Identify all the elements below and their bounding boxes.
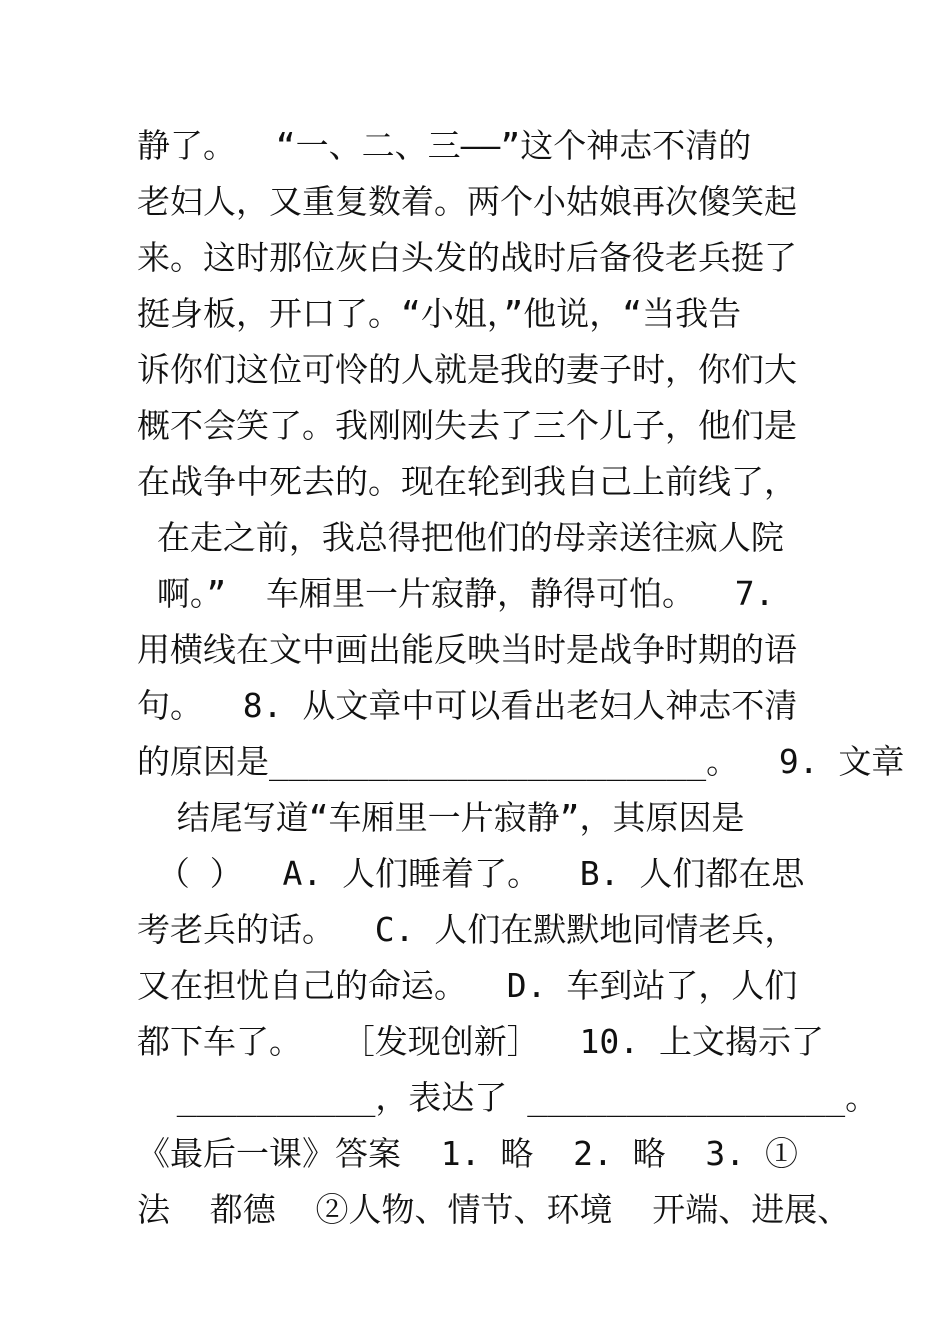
text-line: 句。 8. 从文章中可以看出老妇人神志不清 [137, 686, 798, 725]
text-line: 老妇人，又重复数着。两个小姑娘再次傻笑起 [137, 182, 797, 221]
text-line: 在战争中死去的。现在轮到我自己上前线了， [137, 462, 797, 501]
text-line: 《最后一课》答案 1. 略 2. 略 3. ① [137, 1134, 799, 1173]
text-line: 静了。 “一、二、三——”这个神志不清的 [137, 126, 752, 165]
text-line: 考老兵的话。 C. 人们在默默地同情老兵， [137, 910, 798, 949]
text-line: 挺身板，开口了。“小姐，”他说，“当我告 [137, 294, 742, 333]
text-line: 结尾写道“车厢里一片寂静”，其原因是 [137, 798, 745, 837]
text-line: 概不会笑了。我刚刚失去了三个儿子，他们是 [137, 406, 797, 445]
text-line: 啊。” 车厢里一片寂静，静得可怕。 7. [137, 574, 775, 613]
text-line: 又在担忧自己的命运。 D. 车到站了，人们 [137, 966, 798, 1005]
body-text [0, 118, 950, 1238]
text-line: 都下车了。 ［发现创新］ 10. 上文揭示了 [137, 1022, 824, 1061]
text-line: 诉你们这位可怜的人就是我的妻子时，你们大 [137, 350, 797, 389]
text-line: __________，表达了 ________________。 [137, 1078, 879, 1117]
text-line: 法 都德 ②人物、情节、环境 开端、进展、 [137, 1190, 851, 1229]
text-line: 的原因是______________________。 9. 文章 [137, 742, 905, 781]
text-line: 用横线在文中画出能反映当时是战争时期的语 [137, 630, 797, 669]
text-line: （ ） A. 人们睡着了。 B. 人们都在思 [137, 854, 805, 893]
text-line: 来。这时那位灰白头发的战时后备役老兵挺了 [137, 238, 797, 277]
text-line: 在走之前，我总得把他们的母亲送往疯人院 [137, 518, 784, 557]
